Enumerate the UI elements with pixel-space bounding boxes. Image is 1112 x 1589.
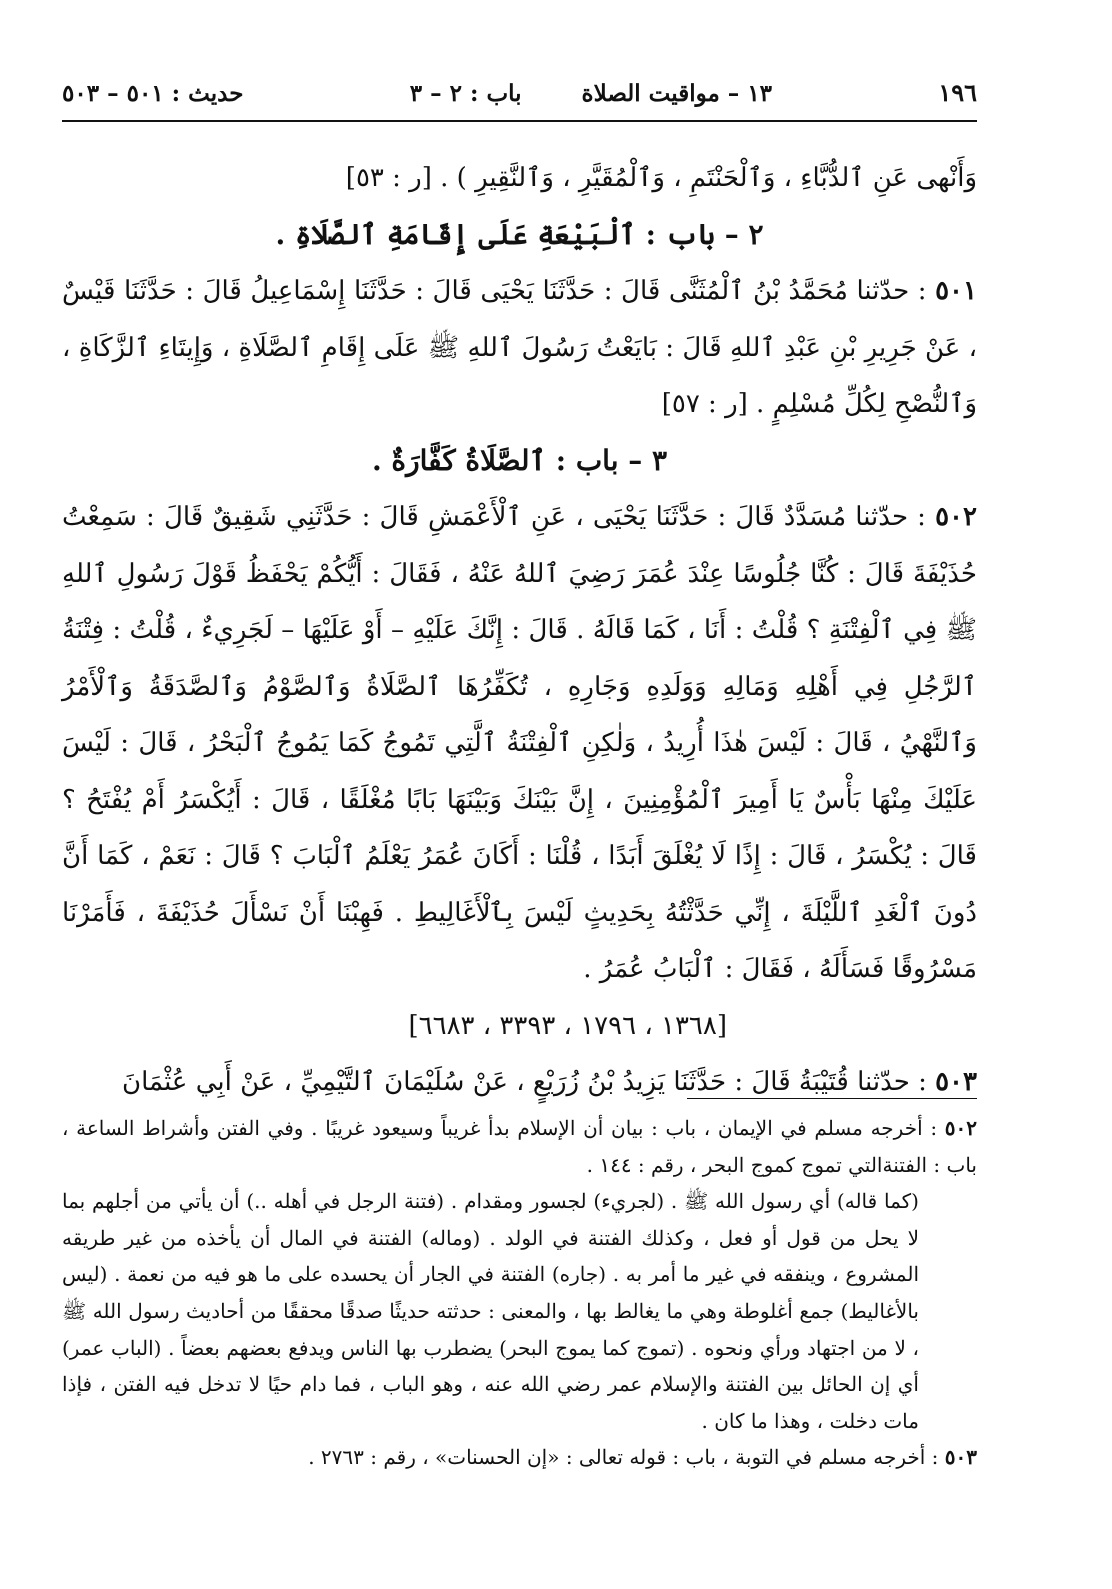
footnotes xyxy=(62,1110,977,1476)
footnote-502-gloss: (كما قاله) أي رسول الله ﷺ . (لجريء) لجسور ومقدام . (فتنة الرجل في أهله ..) أن يأتي من أجلهم بما لا يحل من قول أو فعل ، وكذلك الفتنة في الولد . (وماله) الفتنة في المال أن يأخذه من غير طريقه المشروع ، وينفقه في غير ما أمر به . (جاره) الفتنة في الجار أن يحسده على ما هو فيه من نعمة . (ليس بالأغاليط) جمع أغلوطة وهي ما يغالط بها ، والمعنى : حدثته حديثًا صدقًا محققًا من أحاديث رسول الله ﷺ ، لا من اجتهاد ورأي ونحوه . (تموج كما يموج البحر) يضطرب بها الناس ويدفع بعضهم بعضاً . (الباب عمر) أي إن الحائل بين الفتنة والإسلام عمر رضي الله عنه ، وهو الباب ، فما دام حيًا لا تدخل فيه الفتن ، فإذا مات دخلت ، وهذا ما كان . xyxy=(62,1189,919,1433)
footnote-text: : أخرجه مسلم في التوبة ، باب : قوله تعالى : «إن الحسنات» ، رقم : ٢٧٦٣ . xyxy=(308,1445,945,1470)
footnote-502 xyxy=(62,1110,977,1183)
hadith-503 xyxy=(62,1054,977,1111)
footnote-503 xyxy=(62,1439,977,1476)
hadith-501 xyxy=(62,263,977,433)
hadith-text: : حدّثنا مُحَمَّدُ بْنُ ٱلْمُثَنَّى قَالَ : حَدَّثَنَا يَحْيَى قَالَ : حَدَّثَنَا إِسْمَاعِيلُ قَالَ : حَدَّثَنَا قَيْسٌ ، عَنْ جَرِيرِ بْنِ عَبْدِ ٱللهِ قَالَ : بَايَعْتُ رَسُولَ ٱللهِ ﷺ عَلَى إِقَامِ ٱلصَّلَاةِ ، وَإِيتَاءِ ٱلزَّكَاةِ ، وَٱلنُّصْحِ لِكُلِّ مُسْلِمٍ . [ر : ٥٧] xyxy=(62,276,977,419)
continuation-line: وَأَنْهى عَنِ ٱلدُّبَّاءِ ، وَٱلْحَنْتَمِ ، وَٱلْمُقَيَّرِ ، وَٱلنَّقِيرِ ) . [ر : ٥٣] xyxy=(345,163,977,193)
header-divider xyxy=(62,120,977,122)
footnote-text: : أخرجه مسلم في الإيمان ، باب : بيان أن الإسلام بدأ غريباً وسيعود غريبًا . وفي الفتن وأشراط الساعة ، باب : الفتنةالتي تموج كموج البحر ، رقم : ١٤٤ . xyxy=(62,1116,977,1177)
hadith-text: : حدّثنا قُتَيْبَةُ قَالَ : حَدَّثَنَا يَزِيدُ بْنُ زُرَيْعٍ ، عَنْ سُلَيْمَانَ ٱلتَّيْمِيِّ ، عَنْ أَبِي عُثْمَانَ xyxy=(122,1067,936,1097)
running-head xyxy=(62,78,977,109)
page-number: ١٩٦ xyxy=(938,78,977,107)
running-head-middle xyxy=(410,79,772,109)
bab-range: باب : ٢ – ٣ xyxy=(409,80,522,107)
footnote-divider xyxy=(687,1098,977,1099)
main-text xyxy=(62,150,977,1111)
bab-2-heading: ٢ – باب : ٱلْبَيْعَةِ عَلَى إِقَامَةِ ٱلصَّلَاةِ . xyxy=(275,217,764,251)
bab-3-heading: ٣ – باب : ٱلصَّلَاةُ كَفَّارَةٌ . xyxy=(371,443,668,477)
footnote-number: ٥٠٣ xyxy=(944,1445,977,1470)
hadith-number: ٥٠١ xyxy=(935,276,977,306)
hadith-502 xyxy=(62,489,977,998)
hadith-number: ٥٠٣ xyxy=(935,1067,977,1097)
hadith-number: ٥٠٢ xyxy=(935,502,977,532)
footnote-number: ٥٠٢ xyxy=(944,1116,977,1140)
hadith-range: حديث : ٥٠١ – ٥٠٣ xyxy=(62,80,244,107)
hadith-text: : حدّثنا مُسَدَّدٌ قَالَ : حَدَّثَنَا يَحْيَى ، عَنِ ٱلْأَعْمَشِ قَالَ : حَدَّثَنِي شَقِيقٌ قَالَ : سَمِعْتُ حُذَيْفَةَ قَالَ : كُنَّا جُلُوسًا عِنْدَ عُمَرَ رَضِيَ ٱللهُ عَنْهُ ، فَقَالَ : أَيُّكُمْ يَحْفَظُ قَوْلَ رَسُولِ ٱللهِ ﷺ فِي ٱلْفِتْنَةِ ؟ قُلْتُ : أَنَا ، كَمَا قَالَهُ . قَالَ : إِنَّكَ عَلَيْهِ – أَوْ عَلَيْهَا – لَجَرِيءٌ ، قُلْتُ : فِتْنَةُ ٱلرَّجُلِ فِي أَهْلِهِ وَمَالِهِ وَوَلَدِهِ وَجَارِهِ ، تُكَفِّرُهَا ٱلصَّلَاةُ وَٱلصَّوْمُ وَٱلصَّدَقَةُ وَٱلْأَمْرُ وَٱلنَّهْيُ ، قَالَ : لَيْسَ هٰذَا أُرِيدُ ، وَلٰكِنِ ٱلْفِتْنَةُ ٱلَّتِي تَمُوجُ كَمَا يَمُوجُ ٱلْبَحْرُ ، قَالَ : لَيْسَ عَلَيْكَ مِنْهَا بَأْسٌ يَا أَمِيرَ ٱلْمُؤْمِنِينَ ، إِنَّ بَيْنَكَ وَبَيْنَهَا بَابًا مُغْلَقًا ، قَالَ : أَيُكْسَرُ أَمْ يُفْتَحُ ؟ قَالَ : يُكْسَرُ ، قَالَ : إِذًا لَا يُغْلَقَ أَبَدًا ، قُلْنَا : أَكَانَ عُمَرُ يَعْلَمُ ٱلْبَابَ ؟ قَالَ : نَعَمْ ، كَمَا أَنَّ دُونَ ٱلْغَدِ ٱللَّيْلَةَ ، إِنِّي حَدَّثْتُهُ بِحَدِيثٍ لَيْسَ بِٱلْأَغَالِيطِ . فَهِبْنَا أَنْ نَسْأَلَ حُذَيْفَةَ ، فَأَمَرْنَا مَسْرُوقًا فَسَأَلَهُ ، فَقَالَ : ٱلْبَابُ عُمَرُ . xyxy=(62,502,977,984)
hadith-502-references: [١٣٦٨ ، ١٧٩٦ ، ٣٣٩٣ ، ٦٦٨٣] xyxy=(408,1010,727,1041)
chapter-title: ١٣ – مواقيت الصلاة xyxy=(581,80,773,107)
